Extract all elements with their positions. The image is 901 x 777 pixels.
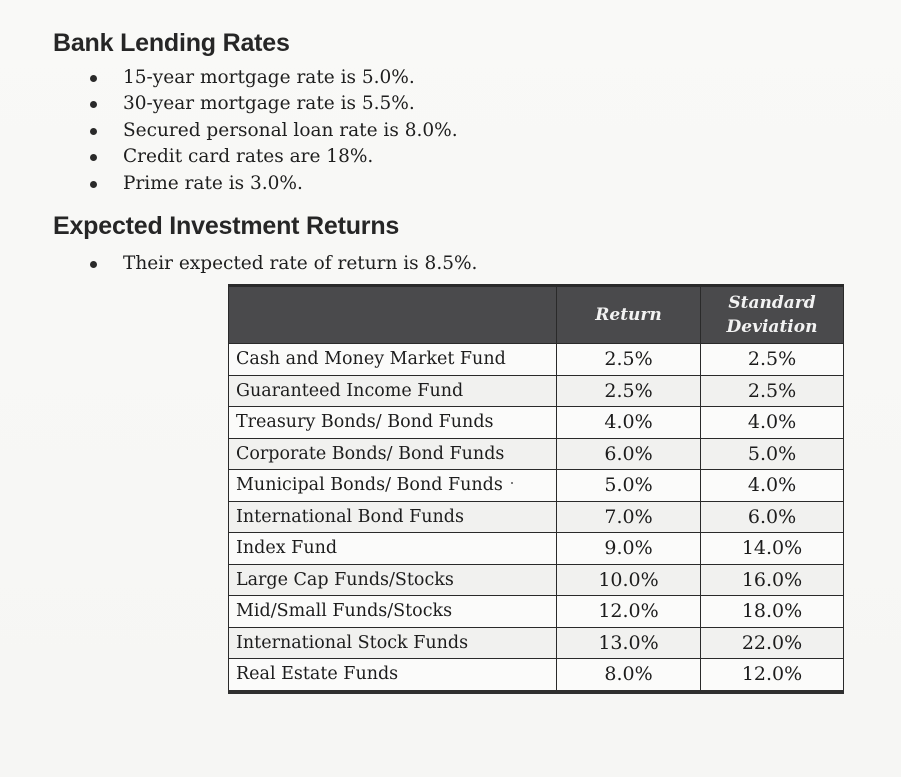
cell-fund-name: Index Fund [229,533,557,565]
cell-standard-deviation: 16.0% [701,564,844,596]
table-header-row [229,286,844,344]
table-row [229,596,844,628]
cell-standard-deviation: 2.5% [701,344,844,376]
cell-fund-name: International Stock Funds [229,627,557,659]
header-sd-line1: Standard [728,293,816,313]
cell-fund-name: Municipal Bonds/ Bond Funds [229,470,557,502]
table-row [229,470,844,502]
list-item: Secured personal loan rate is 8.0%. [88,118,458,144]
table-row [229,438,844,470]
cell-standard-deviation: 6.0% [701,501,844,533]
cell-return: 9.0% [557,533,701,565]
investment-returns-table [228,284,844,694]
cell-return: 2.5% [557,344,701,376]
header-fund-name [229,286,557,344]
cell-fund-name: Guaranteed Income Fund [229,375,557,407]
table-row [229,659,844,692]
table-row [229,501,844,533]
table-row [229,564,844,596]
cell-return: 10.0% [557,564,701,596]
investment-returns-heading: Expected Investment Returns [53,212,400,240]
table-body [229,344,844,692]
list-item: Prime rate is 3.0%. [88,171,458,197]
cell-return: 2.5% [557,375,701,407]
cell-standard-deviation: 4.0% [701,470,844,502]
bank-lending-heading: Bank Lending Rates [53,29,290,57]
cell-standard-deviation: 2.5% [701,375,844,407]
cell-fund-name: Corporate Bonds/ Bond Funds [229,438,557,470]
table-row [229,627,844,659]
cell-return: 12.0% [557,596,701,628]
bank-lending-list [88,65,458,197]
cell-fund-name: Cash and Money Market Fund [229,344,557,376]
table-row [229,407,844,439]
cell-return: 5.0% [557,470,701,502]
table-row [229,533,844,565]
cell-return: 6.0% [557,438,701,470]
cell-standard-deviation: 5.0% [701,438,844,470]
list-item: 15-year mortgage rate is 5.0%. [88,65,458,91]
scan-speck [511,482,513,484]
cell-fund-name: Mid/Small Funds/Stocks [229,596,557,628]
cell-standard-deviation: 4.0% [701,407,844,439]
list-item: Their expected rate of return is 8.5%. [88,251,477,277]
list-item: 30-year mortgage rate is 5.5%. [88,91,458,117]
cell-standard-deviation: 22.0% [701,627,844,659]
cell-standard-deviation: 12.0% [701,659,844,692]
header-standard-deviation [701,286,844,344]
list-item: Credit card rates are 18%. [88,144,458,170]
cell-fund-name: Real Estate Funds [229,659,557,692]
cell-return: 4.0% [557,407,701,439]
table-row [229,375,844,407]
cell-return: 13.0% [557,627,701,659]
table-row [229,344,844,376]
cell-return: 8.0% [557,659,701,692]
header-sd-line2: Deviation [726,317,818,337]
cell-return: 7.0% [557,501,701,533]
cell-standard-deviation: 18.0% [701,596,844,628]
cell-fund-name: International Bond Funds [229,501,557,533]
cell-standard-deviation: 14.0% [701,533,844,565]
cell-fund-name: Treasury Bonds/ Bond Funds [229,407,557,439]
cell-fund-name: Large Cap Funds/Stocks [229,564,557,596]
header-return: Return [557,286,701,344]
investment-returns-list [88,251,477,277]
